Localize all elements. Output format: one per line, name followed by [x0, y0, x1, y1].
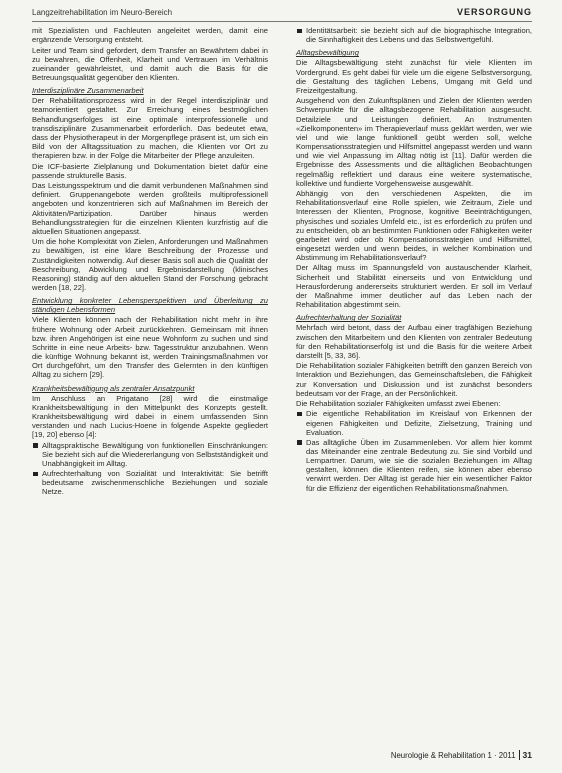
paragraph: Die Alltagsbewältigung steht zunächst für viele Klienten im Vordergrund. Es geht dabei für viele um die eigene Selbstversorgung, die Gestaltung des täglichen Lebens, Umgang mit Geld und Freizeitgestaltung.: [296, 58, 532, 95]
paragraph: Viele Klienten können nach der Rehabilitation nicht mehr in ihre frühere Wohnung oder Arbeit zurückkehren. Gemeinsam mit ihnen bzw. ihren Angehörigen ist eine neue Wohnform zu suchen und sind Schritte in eine neue Arbeits- bzw. Tagesstruktur anzubahnen. Wenn die künftige Wohnung bekannt ist, werden Trainingsmaßnahmen vor Ort durchgeführt, um den Transfer des Gelernten in den künftigen Alltag zu sichern [29].: [32, 315, 268, 380]
list-item: Alltagspraktische Bewältigung von funktionellen Einschränkungen: Sie bezieht sich auf die Wiedererlangung von Selbstständigkeit und Unabhängigkeit im Alltag.: [32, 441, 268, 468]
header-rule: [32, 21, 532, 22]
paragraph: Um die hohe Komplexität von Zielen, Anforderungen und Maßnahmen zu bewältigen, ist eine klare Beschreibung der Prozesse und Zuständigkeiten notwendig. Auf dieser Basis soll auch die Qualität der Beschreibung, Abwicklung und Ergebnisdarstellung (klinisches Reasoning) ständig auf den aktuellen Stand der Forschung gebracht werden [18, 22].: [32, 237, 268, 292]
list-item: Identitätsarbeit: sie bezieht sich auf die biographische Integration, die Sinnhaftigkeit des Lebens und das Selbstwertgefühl.: [296, 26, 532, 44]
page-number: 31: [522, 750, 532, 760]
footer-divider: [519, 750, 520, 760]
journal-name: Neurologie & Rehabilitation 1 · 2011: [390, 751, 516, 760]
paragraph: Die ICF-basierte Zielplanung und Dokumentation bietet dafür eine passende strukturelle Basis.: [32, 161, 268, 180]
paragraph: Ausgehend von den Zukunftsplänen und Zielen der Klienten werden Schwerpunkte für die alltagsbezogene Rehabilitation ausgesucht. Detailziele und Leistungen definiert. An Instrumenten «Zielkomponenten» im Therapieverlauf muss geklärt werden, wer wie viel und wie lange funktionell geübt werden soll, welche Kompensationsstrategien und Hilfsmittel angepasst werden und wann und wie viel Anpassung im Alltag nötig ist [11]. Dafür werden die Ergebnisse des Assessments und die alltäglichen Beobachtungen regelmäßig reflektiert und daraus eine weitere systematische, kollektive und fundierte Vorgehensweise ausgewählt.: [296, 96, 532, 188]
list-item: Aufrechterhaltung von Sozialität und Interaktivität: Sie betrifft bedeutsame zwischenmenschliche Beziehungen und soziale Netze.: [32, 469, 268, 496]
paragraph: mit Spezialisten und Fachleuten angeleitet werden, damit eine ergänzende Versorgung entsteht.: [32, 26, 268, 45]
paragraph: Leiter und Team sind gefordert, dem Transfer an Bewährtem dabei in zu bewahren, die Offenheit, Klarheit und Vertrauen im Verhältnis zueinander gewährleistet, und damit auch die Basis für die Betreuungsqualität gegenüber den Klienten.: [32, 45, 268, 82]
paragraph: Abhängig von den verschiedenen Aspekten, die im Rehabilitationsverlauf eine Rolle spielen, wie Zeitraum, Ziele und Interessen der Klienten, Prognose, kognitive Beeinträchtigungen, physisches und soziales Umfeld etc., ist es erforderlich zu prüfen und zu entscheiden, ob an bestimmten Funktionen oder Fähigkeiten weiter gearbeitet wird oder ob Kompensationsstrategien und Hilfsmittel, eingesetzt werden und wenn beides, in welcher Kombination und Abstimmung im Rehabilitationsverlauf?: [296, 189, 532, 263]
bullet-list: [296, 26, 532, 44]
page-footer: [391, 750, 532, 760]
paragraph: Mehrfach wird betont, dass der Aufbau einer tragfähigen Beziehung zwischen den Mitarbeitern und den Klienten von zentraler Bedeutung für den Rehabilitationserfolg ist und die Basis für die weitere Arbeit darstellt [5, 33, 36].: [296, 323, 532, 360]
paragraph: Die Rehabilitation sozialer Fähigkeiten betrifft den ganzen Bereich von Interaktion und Beziehungen, das Gemeinschaftsleben, die Fähigkeit zur Konversation und Diskussion und ist zunächst besonders bedeutsam vor der Frage, an der Persönlichkeit.: [296, 361, 532, 398]
paragraph: Im Anschluss an Prigatano [28] wird die einstmalige Krankheitsbewältigung in den Mittelpunkt des Konzepts gestellt. Krankheitsbewältigung wird dabei in einem umfassenden Sinn verstanden und nach Lucius-Hoene in folgende Aspekte gegliedert [19, 20] ebenso [4]:: [32, 393, 268, 440]
paragraph: Das Leistungsspektrum und die damit verbundenen Maßnahmen sind definiert. Gruppenangebote werden großteils multiprofessionell angeboten und konzentrieren sich auf Maßnahmen im Bereich der Aktivitäten/Partizipation. Darüber hinaus werden Behandlungsstrategien für die einzelnen Klienten kurzfristig auf die aktuellen Situationen angepasst.: [32, 181, 268, 236]
bullet-list: [32, 441, 268, 497]
list-item: Das alltägliche Üben im Zusammenleben. Vor allem hier kommt das Miteinander eine zentrale Bedeutung zu. Sie sind Vorbild und Lernpartner. Darum, wie sie die sozialen Beziehungen im Alltag gestalten, können die Klienten reifen, sie können aber ebenso verwirrt werden. Der Alltag ist gerade hier ein wesentlicher Faktor für die Effizienz der eigentlichen Rehabilitationsmaßnahmen.: [296, 438, 532, 493]
page-header: [32, 8, 532, 22]
running-title: Langzeitrehabilitation im Neuro-Bereich: [32, 8, 173, 17]
bullet-list: [296, 409, 532, 492]
list-item: Die eigentliche Rehabilitation im Kreislauf von Erkennen der eigenen Fähigkeiten und Defizite, Zielsetzung, Training und Evaluation.: [296, 409, 532, 436]
section-heading: Entwicklung konkreter Lebensperspektiven und Überleitung zu ständigen Lebensformen: [32, 296, 268, 315]
section-heading: Aufrechterhaltung der Sozialität: [296, 313, 402, 323]
paragraph: Die Rehabilitation sozialer Fähigkeiten umfasst zwei Ebenen:: [296, 399, 501, 409]
left-column: [32, 26, 268, 498]
section-heading: Alltagsbewältigung: [296, 48, 359, 58]
section-label: VERSORGUNG: [456, 7, 532, 17]
right-column: [296, 26, 532, 494]
section-heading: Krankheitsbewältigung als zentraler Ansatzpunkt: [32, 383, 195, 393]
section-heading: Interdisziplinäre Zusammenarbeit: [32, 86, 144, 96]
paragraph: Der Alltag muss im Spannungsfeld von austauschender Klarheit, Sicherheit und Stabilität einerseits und von Entwicklung und Herausforderung andererseits strukturiert werden. Er soll im Verlauf der Maßnahme immer deutlicher auf das Leben nach der Rehabilitation abgestimmt sein.: [296, 263, 532, 310]
paragraph: Der Rehabilitationsprozess wird in der Regel interdisziplinär und teamorientiert gestaltet. Zur Erreichung eines bestmöglichen Behandlungserfolges ist eine optimale interprofessionelle und transdisziplinäre Zusammenarbeit erforderlich. Das bedeutet etwa, dass der Physiotherapeut in der Morgenpflege präsent ist, um sich ein Bild von der Alltagssituation zu machen, die Klienten vor Ort zu therapieren bzw. in der Folge die Mitarbeiter der Pflege anzuleiten.: [32, 96, 268, 161]
